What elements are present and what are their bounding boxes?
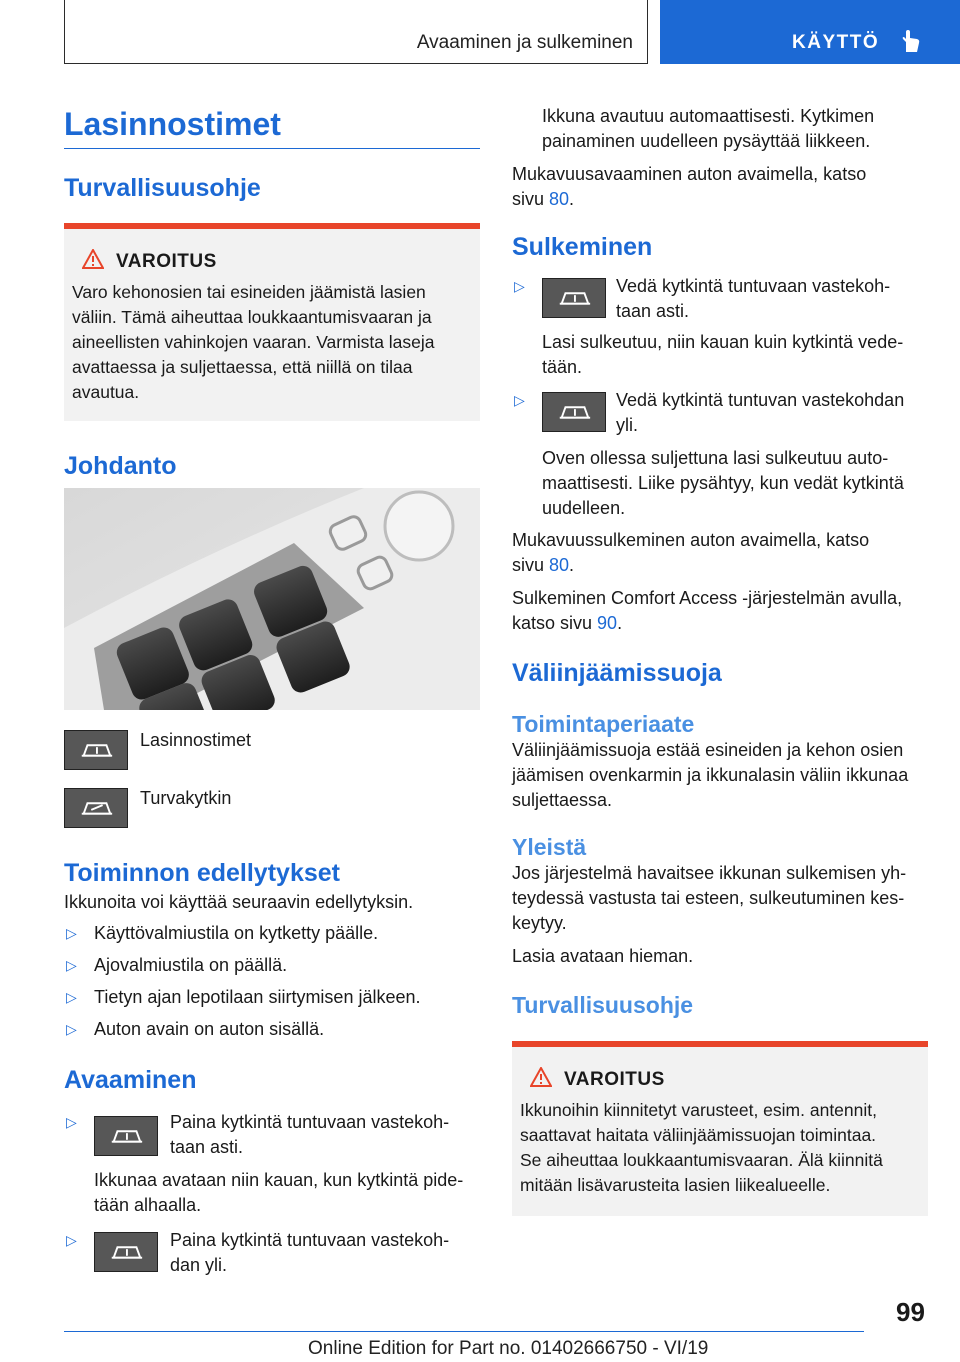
page-title: Lasinnostimet (64, 104, 480, 149)
open-step-1: Paina kytkintä tuntuvaan vastekoh- taan asti. (170, 1112, 450, 1157)
intro-heading: Johdanto (64, 452, 177, 480)
header-section-box (64, 0, 648, 64)
bullet-icon: ▷ (66, 1114, 77, 1130)
warning-triangle-icon (530, 1067, 552, 1087)
footer-divider (64, 1331, 864, 1332)
safety-heading: Turvallisuusohje (64, 174, 261, 202)
open-step-2-continued: Ikkuna avautuu automaattisesti. Kytkimen painaminen uudelleen pysäyttää liikkeen. (542, 106, 875, 151)
bullet-icon: ▷ (66, 1232, 77, 1248)
comfort-open-text: Mukavuusavaaminen auton avaimella, katso sivu 80. (512, 164, 867, 209)
safety-heading-2: Turvallisuusohje (512, 992, 694, 1018)
page-link[interactable]: 80 (549, 555, 570, 575)
chapter-tab-label: KÄYTTÖ (792, 32, 880, 53)
page-link[interactable]: 80 (549, 189, 570, 209)
bullet-icon: ▷ (514, 278, 525, 294)
header-section-title: Avaaminen ja sulkeminen (416, 32, 633, 53)
warning-title: VAROITUS (116, 251, 217, 272)
comfort-access-text: Sulkeminen Comfort Access -järjestelmän avulla, katso sivu 90. (512, 588, 903, 633)
close-heading: Sulkeminen (512, 233, 653, 261)
warning-text: Varo kehonosien tai esineiden jäämistä lasien väliin. Tämä aiheuttaa loukkaantumisvaaran ja aineellisten vahinkojen vaaran. Varmista laseja avattaessa ja suljettaessa, että niillä on tilaa avautua. (72, 282, 435, 402)
prereq-heading: Toiminnon edellytykset (64, 859, 340, 887)
open-heading: Avaaminen (64, 1066, 197, 1094)
principle-text: Väliinjäämissuoja estää esineiden ja kehon osien jäämisen ovenkarmin ja ikkunalasin väliin ikkunaa suljettaessa. (512, 740, 909, 810)
window-switch-icon (94, 1232, 158, 1272)
prereq-intro: Ikkunoita voi käyttää seuraavin edellytyksin. (64, 892, 414, 912)
close-step-2-note: Oven ollessa suljettuna lasi sulkeutuu auto- maattisesti. Liike pysähtyy, kun vedät kytkintä uudelleen. (542, 448, 904, 518)
close-step-1: Vedä kytkintä tuntuvaan vastekoh- taan asti. (616, 276, 891, 321)
list-item: Ajovalmiustila on päällä. (94, 955, 288, 975)
close-step-2: Vedä kytkintä tuntuvan vastekohdan yli. (616, 390, 905, 435)
list-item: Auton avain on auton sisällä. (94, 1019, 325, 1039)
principle-heading: Toimintaperiaate (512, 711, 695, 737)
list-item: Tietyn ajan lepotilaan siirtymisen jälkeen. (94, 987, 421, 1007)
legend-label-window-switch: Lasinnostimet (140, 730, 252, 750)
window-switch-icon (542, 278, 606, 318)
window-switch-photo (64, 488, 480, 710)
warning-box (64, 223, 480, 421)
open-step-2: Paina kytkintä tuntuvaan vastekoh- dan yli. (170, 1230, 450, 1275)
legend-item-safety-switch (64, 786, 480, 844)
hand-pointer-icon (898, 30, 922, 54)
header-chapter-tab[interactable] (660, 0, 960, 64)
general-text-2: Lasia avataan hieman. (512, 946, 694, 966)
list-item: Käyttövalmiustila on kytketty päälle. (94, 923, 379, 943)
prereq-list (64, 921, 480, 1049)
warning-triangle-icon (82, 249, 104, 269)
warning-title: VAROITUS (564, 1069, 665, 1090)
bullet-icon: ▷ (66, 925, 77, 941)
bullet-icon: ▷ (514, 392, 525, 408)
bullet-icon: ▷ (66, 957, 77, 973)
close-step-1-note: Lasi sulkeutuu, niin kauan kuin kytkintä vede- tään. (542, 332, 904, 377)
pinch-heading: Väliinjäämissuoja (512, 659, 722, 687)
warning-text: Ikkunoihin kiinnitetyt varusteet, esim. antennit, saattavat haitata väliinjäämissuojan toimintaa. Se aiheuttaa loukkaantumisvaaran. Älä kiinnitä mitään lisävarusteita lasien liikealueelle. (520, 1100, 883, 1195)
page-link[interactable]: 90 (597, 613, 618, 633)
warning-box-2 (512, 1041, 928, 1216)
footer-edition: Online Edition for Part no. 01402666750 - VI/19 (308, 1338, 709, 1359)
legend-label-safety-switch: Turvakytkin (140, 788, 232, 808)
comfort-close-text: Mukavuussulkeminen auton avaimella, katso sivu 80. (512, 530, 870, 575)
safety-switch-icon (64, 788, 128, 828)
bullet-icon: ▷ (66, 989, 77, 1005)
bullet-icon: ▷ (66, 1021, 77, 1037)
window-switch-icon (542, 392, 606, 432)
window-switch-icon (64, 730, 128, 770)
window-switch-icon (94, 1116, 158, 1156)
page-number: 99 (896, 1297, 925, 1327)
legend-item-window-switch (64, 728, 480, 786)
open-step-1-note: Ikkunaa avataan niin kauan, kun kytkintä pide- tään alhaalla. (94, 1170, 464, 1215)
general-heading: Yleistä (512, 834, 587, 860)
general-text: Jos järjestelmä havaitsee ikkunan sulkemisen yh- teydessä vastusta tai esteen, sulkeutuminen kes- keytyy. (512, 863, 907, 933)
